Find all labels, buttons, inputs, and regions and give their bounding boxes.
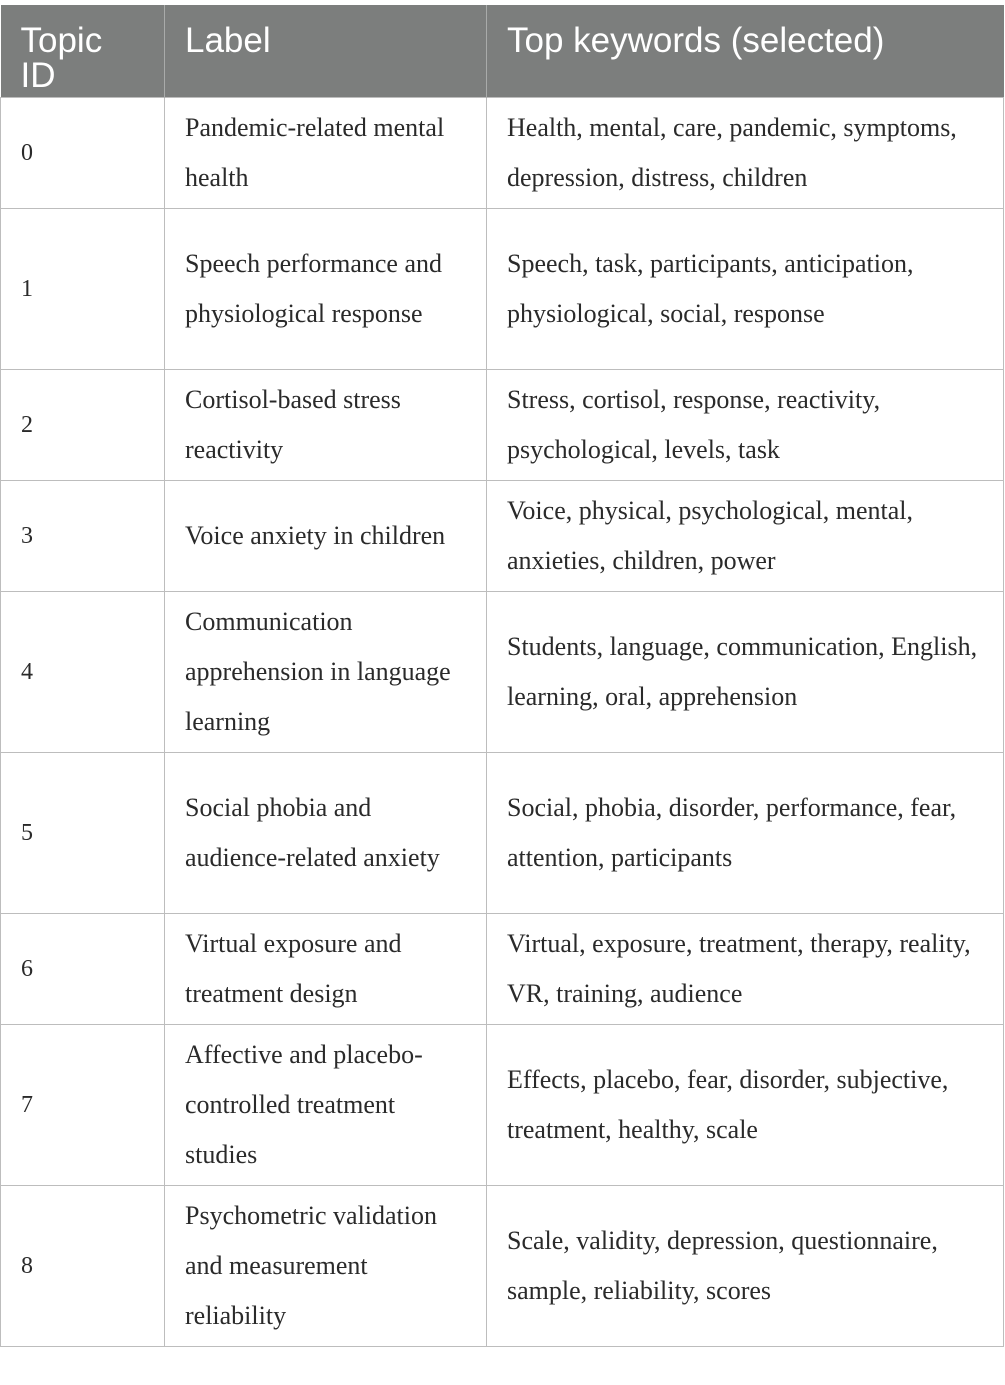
table-row: [1, 752, 1004, 913]
topic-id-cell: 8: [1, 1185, 165, 1346]
table-row: [1, 208, 1004, 369]
header-row: [1, 5, 1004, 97]
table-row: [1, 369, 1004, 480]
label-cell: Pandemic-related mental health: [165, 97, 487, 208]
header-keywords: Top keywords (selected): [487, 5, 1004, 97]
keywords-cell: Speech, task, participants, anticipation, physiological, social, response: [487, 208, 1004, 369]
table-row: [1, 97, 1004, 208]
label-cell: Affective and placebo-controlled treatment studies: [165, 1024, 487, 1185]
label-cell: Virtual exposure and treatment design: [165, 913, 487, 1024]
table-row: [1, 1185, 1004, 1346]
table-row: [1, 480, 1004, 591]
table-row: [1, 913, 1004, 1024]
topic-id-cell: 3: [1, 480, 165, 591]
label-cell: Communication apprehension in language learning: [165, 591, 487, 752]
topic-id-cell: 6: [1, 913, 165, 1024]
header-label: Label: [165, 5, 487, 97]
label-cell: Voice anxiety in children: [165, 480, 487, 591]
keywords-cell: Voice, physical, psychological, mental, anxieties, children, power: [487, 480, 1004, 591]
keywords-cell: Virtual, exposure, treatment, therapy, reality, VR, training, audience: [487, 913, 1004, 1024]
keywords-cell: Health, mental, care, pandemic, symptoms, depression, distress, children: [487, 97, 1004, 208]
label-cell: Psychometric validation and measurement reliability: [165, 1185, 487, 1346]
keywords-cell: Students, language, communication, English, learning, oral, apprehension: [487, 591, 1004, 752]
label-cell: Cortisol-based stress reactivity: [165, 369, 487, 480]
topic-id-cell: 1: [1, 208, 165, 369]
topic-id-cell: 5: [1, 752, 165, 913]
topic-id-cell: 4: [1, 591, 165, 752]
keywords-cell: Effects, placebo, fear, disorder, subjective, treatment, healthy, scale: [487, 1024, 1004, 1185]
topics-table: [0, 5, 1004, 1347]
topic-id-cell: 7: [1, 1024, 165, 1185]
label-cell: Social phobia and audience-related anxiety: [165, 752, 487, 913]
label-cell: Speech performance and physiological response: [165, 208, 487, 369]
table-row: [1, 591, 1004, 752]
keywords-cell: Stress, cortisol, response, reactivity, psychological, levels, task: [487, 369, 1004, 480]
header-topic-id: Topic ID: [1, 5, 165, 97]
keywords-cell: Scale, validity, depression, questionnaire, sample, reliability, scores: [487, 1185, 1004, 1346]
table-row: [1, 1024, 1004, 1185]
topic-id-cell: 0: [1, 97, 165, 208]
topic-id-cell: 2: [1, 369, 165, 480]
keywords-cell: Social, phobia, disorder, performance, fear, attention, participants: [487, 752, 1004, 913]
